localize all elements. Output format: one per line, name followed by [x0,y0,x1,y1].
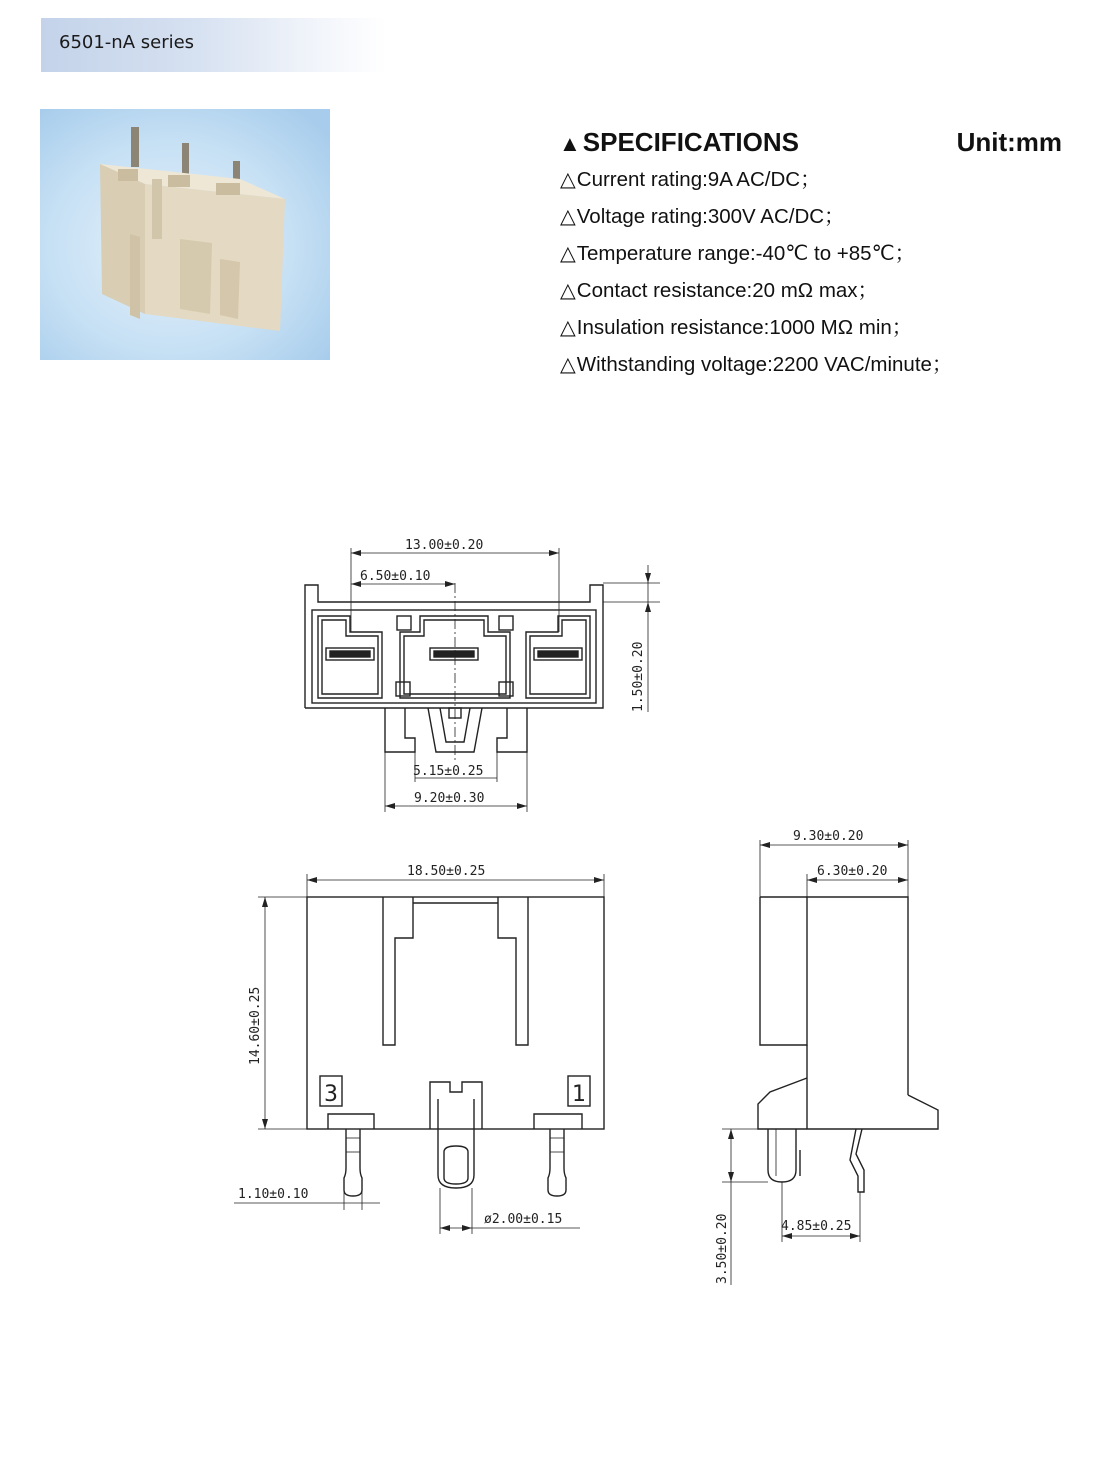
dim-peg: ø2.00±0.15 [484,1212,563,1227]
spec-item: △Contact resistance:20 mΩ max； [560,279,879,302]
pin-label-right: 1 [572,1082,586,1107]
dim-pin-length: 3.50±0.20 [715,1213,730,1284]
dim-pitch: 6.50±0.10 [360,569,431,584]
solid-triangle-icon: ▲ [559,131,581,156]
dim-offset: 4.85±0.25 [781,1219,852,1234]
spec-item: △Insulation resistance:1000 MΩ min； [560,316,913,339]
dim-depth: 9.30±0.20 [793,829,864,844]
dim-pin: 1.10±0.10 [238,1187,309,1202]
outline-triangle-icon: △ [560,316,576,339]
outline-triangle-icon: △ [560,168,576,191]
spec-item: △Voltage rating:300V AC/DC； [560,205,845,228]
front-view [234,874,604,1234]
outline-triangle-icon: △ [560,353,576,376]
dim-height-side: 1.50±0.20 [631,641,646,712]
specifications-title: SPECIFICATIONS [582,127,799,157]
unit-label: Unit:mm [956,127,1062,157]
outline-triangle-icon: △ [560,279,576,302]
dim-post: 5.15±0.25 [413,764,484,779]
dim-overall-pitch: 13.00±0.20 [405,538,484,553]
series-title: 6501-nA series [59,32,195,53]
dim-base: 9.20±0.30 [414,791,485,806]
dim-height: 14.60±0.25 [248,986,263,1065]
dim-width: 18.50±0.25 [407,864,486,879]
spec-item: △Temperature range:-40℃ to +85℃； [560,242,916,265]
pin-label-left: 3 [324,1082,338,1107]
spec-item: △Current rating:9A AC/DC； [560,168,821,191]
dim-body: 6.30±0.20 [817,864,888,879]
spec-item: △Withstanding voltage:2200 VAC/minute； [560,353,953,376]
outline-triangle-icon: △ [560,242,576,265]
outline-triangle-icon: △ [560,205,576,228]
